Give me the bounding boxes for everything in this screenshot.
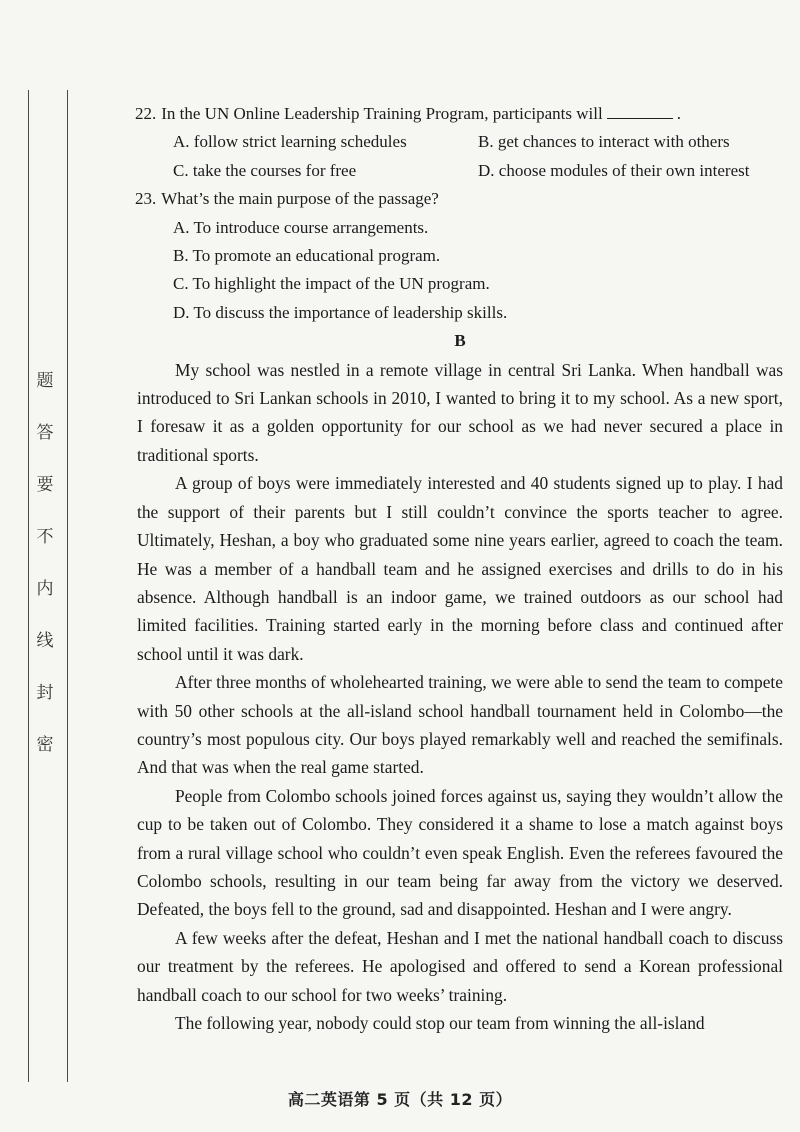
seal-char: 不	[36, 527, 54, 547]
answer-blank	[607, 104, 673, 119]
question-number: 23.	[135, 189, 157, 209]
passage-paragraph: My school was nestled in a remote village in central Sri Lanka. When handball was introduced to Sri Lankan schools in 2010, I wanted to bring it to my school. As a new sport, I foresaw it as a golden opportunity for our school as we had never secured a place in traditional sports.	[137, 359, 783, 465]
seal-char: 要	[36, 475, 54, 495]
page-footer: 高二英语第 5 页（共 12 页）	[287, 1090, 513, 1109]
option-d: D. To discuss the importance of leadership skills.	[173, 302, 508, 322]
question-22	[137, 100, 783, 128]
seal-char: 密	[36, 735, 54, 755]
option-a: A. To introduce course arrangements.	[173, 217, 429, 237]
question-number: 22.	[135, 104, 157, 123]
option-c: C. take the courses for free	[173, 160, 357, 180]
passage-paragraph: A few weeks after the defeat, Heshan and I met the national handball coach to discuss our treatment by the referees. He apologised and offered to send a Korean professional handball coach to our school for two weeks’ training.	[137, 927, 783, 1005]
option-b: B. To promote an educational program.	[173, 246, 441, 266]
option-a: A. follow strict learning schedules	[173, 132, 407, 152]
binding-line-inner	[67, 90, 68, 1082]
seal-char: 内	[36, 579, 54, 599]
seal-char: 线	[36, 631, 54, 651]
binding-line-outer	[28, 90, 29, 1082]
page-content	[137, 100, 783, 1037]
seal-char: 答	[36, 423, 54, 443]
passage-paragraph: People from Colombo schools joined forces against us, saying they wouldn’t allow the cup to be taken out of Colombo. They considered it a shame to lose a match against boys from a rural village school who couldn’t even speak English. Even the referees favoured the Colombo schools, resulting in our team being far away from the victory we deserved. Defeated, the boys fell to the ground, sad and disappointed. Heshan and I were angry.	[137, 785, 783, 920]
question-stem: What’s the main purpose of the passage?	[161, 189, 439, 209]
seal-line-notice	[32, 368, 58, 784]
option-c: C. To highlight the impact of the UN program.	[173, 274, 490, 294]
question-stem-end: .	[676, 104, 681, 123]
question-23-options	[137, 214, 783, 328]
passage-paragraph: A group of boys were immediately interested and 40 students signed up to play. I had the support of their parents but I still couldn’t convince the sports teacher to agree. Ultimately, Heshan, a boy who graduated some nine years earlier, agreed to coach the team. He was a member of a handball team and he assigned exercises and drills to do in his absence. Although handball is an indoor game, we trained outdoors as our school had limited facilities. Training started early in the morning before class and continued after school until it was dark.	[137, 473, 783, 664]
question-23	[137, 185, 783, 213]
passage-paragraph: After three months of wholehearted training, we were able to send the team to compete with 50 other schools at the all-island school handball tournament held in Colombo—the country’s most populous city. Our boys played remarkably well and reached the semifinals. And that was when the real game started.	[137, 672, 783, 778]
seal-char: 题	[36, 371, 54, 391]
passage-paragraph: The following year, nobody could stop our team from winning the all-island	[175, 1013, 705, 1033]
option-d: D. choose modules of their own interest	[478, 160, 750, 180]
option-b: B. get chances to interact with others	[478, 132, 730, 152]
question-stem: In the UN Online Leadership Training Program, participants will	[161, 104, 603, 123]
section-label: B	[454, 331, 466, 351]
seal-char: 封	[36, 683, 54, 703]
question-22-options	[137, 128, 783, 185]
